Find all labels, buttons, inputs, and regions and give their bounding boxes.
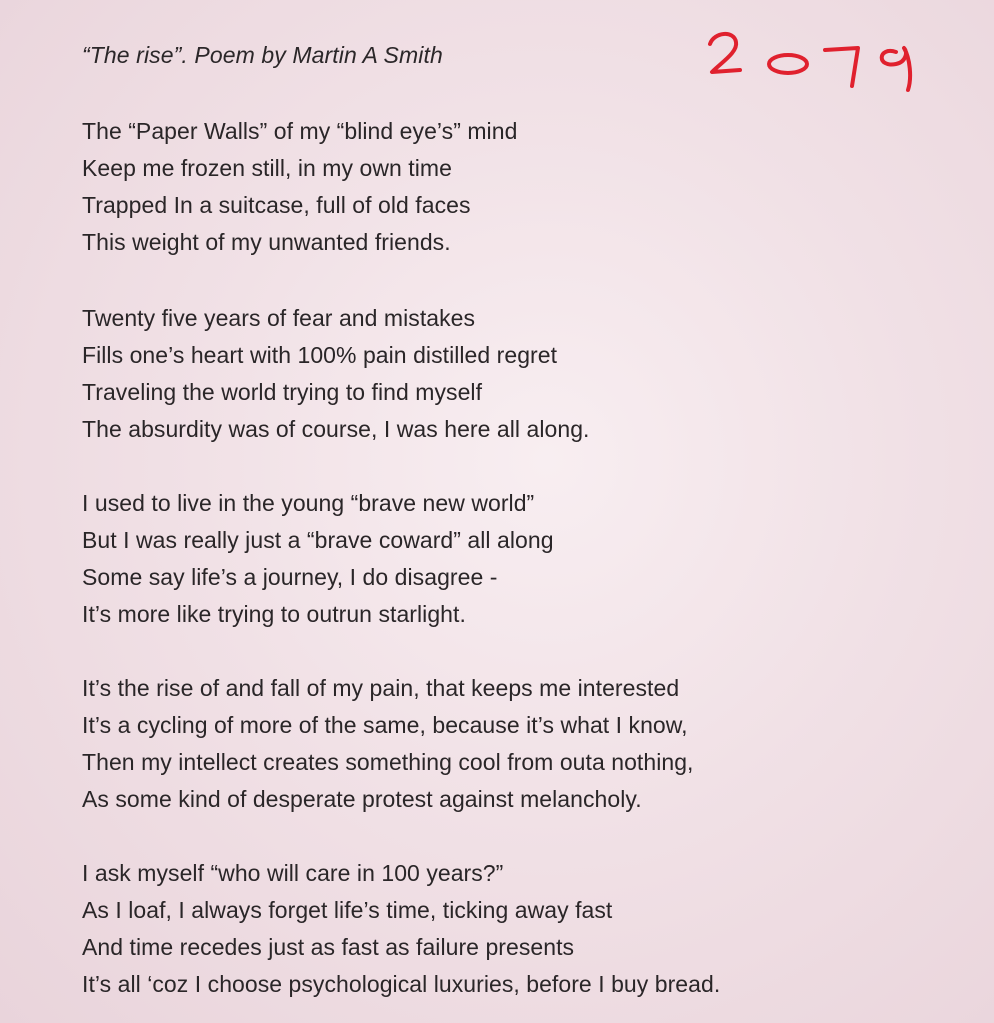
poem-title: “The rise”. Poem by Martin A Smith [82, 42, 443, 68]
poem-line: Fills one’s heart with 100% pain distilled regret [82, 342, 558, 368]
poem-line: The “Paper Walls” of my “blind eye’s” mind [82, 118, 518, 144]
stanza-4 [82, 670, 693, 818]
poem-line: Then my intellect creates something cool from outa nothing, [82, 749, 694, 775]
stanza-3 [82, 485, 554, 633]
poem-line: Traveling the world trying to find myself [82, 379, 483, 405]
poem-line: Some say life’s a journey, I do disagree - [82, 564, 498, 590]
poem-line: Twenty five years of fear and mistakes [82, 305, 476, 331]
poem-line: This weight of my unwanted friends. [82, 229, 451, 255]
poem-line: But I was really just a “brave coward” all along [82, 527, 554, 553]
poem-line: As some kind of desperate protest against melancholy. [82, 786, 642, 812]
stanza-1 [82, 113, 517, 261]
stanza-2 [82, 300, 589, 448]
poem-line: As I loaf, I always forget life’s time, ticking away fast [82, 897, 613, 923]
poem-line: It’s more like trying to outrun starlight. [82, 601, 466, 627]
poem-line: It’s a cycling of more of the same, because it’s what I know, [82, 712, 688, 738]
poem-line: It’s all ‘coz I choose psychological luxuries, before I buy bread. [82, 971, 721, 997]
poem-line: Trapped In a suitcase, full of old faces [82, 192, 471, 218]
poem-line: Keep me frozen still, in my own time [82, 155, 452, 181]
stanza-5 [82, 855, 720, 1003]
poem-line: I used to live in the young “brave new world” [82, 490, 535, 516]
poem-line: It’s the rise of and fall of my pain, that keeps me interested [82, 675, 680, 701]
poem-line: The absurdity was of course, I was here all along. [82, 416, 590, 442]
poem-line: And time recedes just as fast as failure presents [82, 934, 575, 960]
poem-line: I ask myself “who will care in 100 years?” [82, 860, 504, 886]
handwritten-year-2079 [700, 22, 930, 102]
